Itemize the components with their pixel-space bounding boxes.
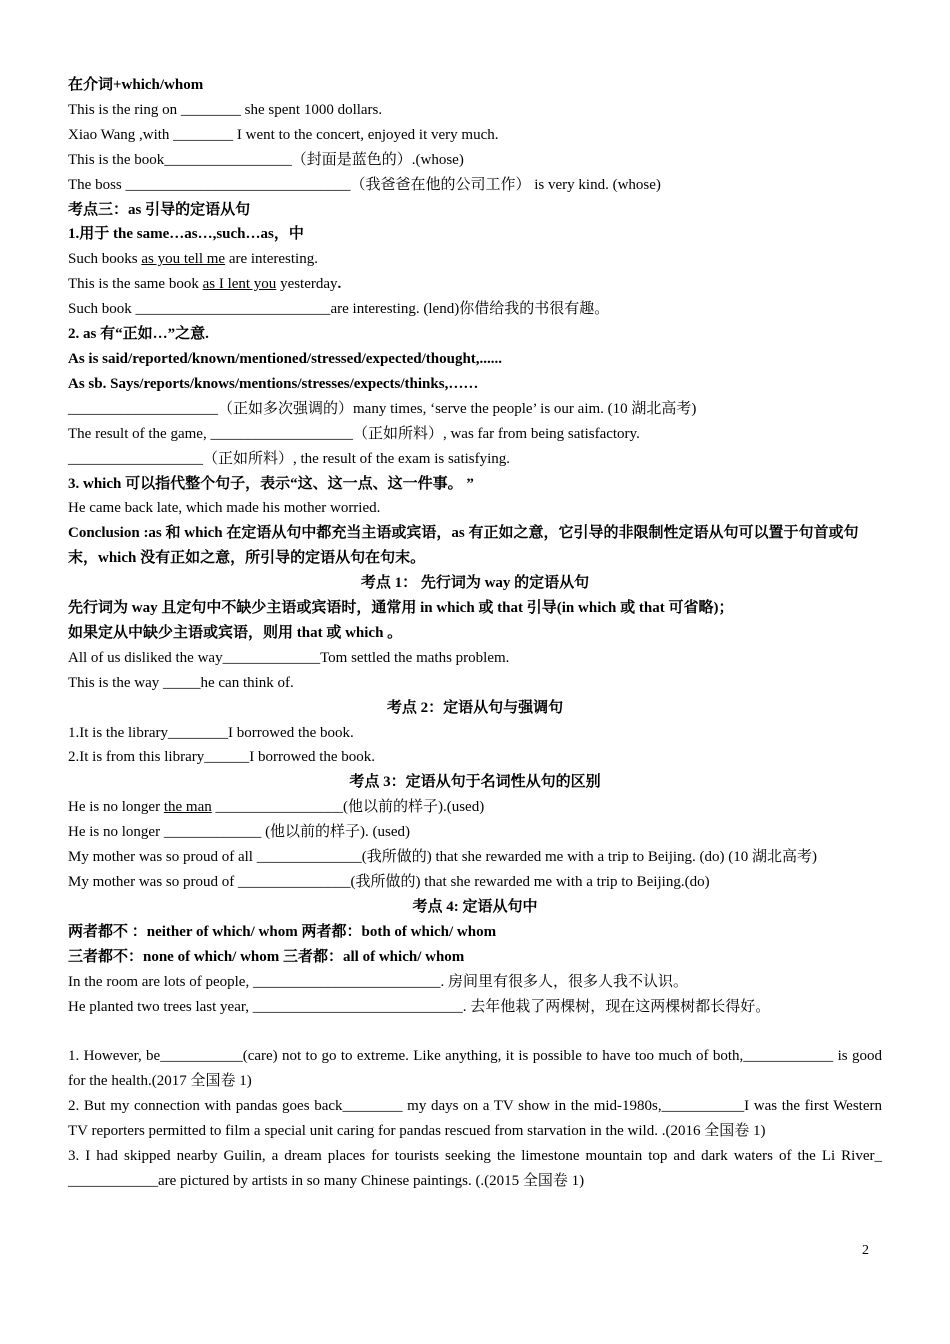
text-line: Such book __________________________are interesting. (lend)你借给我的书很有趣。: [68, 301, 610, 318]
page-number: 2: [862, 1243, 869, 1258]
text-line: 先行词为 way 且定句中不缺少主语或宾语时，通常用 in which 或 that 引导(in which 或 that 可省略)；: [68, 600, 734, 617]
text-line: 3. which 可以指代整个句子，表示“这、这一点、这一件事。 ”: [68, 475, 474, 492]
text-line: [68, 795, 882, 820]
text-fragment: are interesting.: [225, 251, 318, 268]
text-line: The result of the game, ___________________（正如所料）, was far from being satisfactory.: [68, 425, 640, 442]
text-line: Conclusion :as 和 which 在定语从句中都充当主语或宾语，as 有正如之意，它引导的非限制性定语从句可以置于句首或句末，which 没有正如之意，所引导的定语从句在句末。: [68, 525, 859, 567]
text-line: 1.用于 the same…as…,such…as，中: [68, 226, 304, 243]
text-fragment: .: [337, 276, 342, 293]
text-line: 2. But my connection with pandas goes back________ my days on a TV show in the mid-1980s,___________I was the first Western TV reporters permitted to film a special unit caring for pandas rescued from starvation in the wild. .(2016 全国卷 1): [68, 1098, 882, 1140]
text-line: __________________（正如所料）, the result of the exam is satisfying.: [68, 450, 511, 467]
underlined-phrase: as you tell me: [141, 251, 226, 268]
text-fragment: This is the same book: [68, 276, 203, 293]
document-body: [68, 73, 882, 1194]
text-line: He is no longer _____________ (他以前的样子). (used): [68, 824, 411, 841]
section-heading: 考点 1： 先行词为 way 的定语从句: [360, 575, 590, 592]
text-line: This is the book_________________（封面是蓝色的）.(whose): [68, 151, 464, 168]
underlined-phrase: the man: [163, 799, 212, 816]
text-line: ____________________（正如多次强调的）many times, ‘serve the people’ is our aim. (10 湖北高考): [68, 400, 697, 417]
text-line: In the room are lots of people, _________________________. 房间里有很多人，很多人我不认识。: [68, 973, 688, 990]
text-line: 2.It is from this library______I borrowed the book.: [68, 749, 376, 766]
text-line: As sb. Says/reports/knows/mentions/stresses/expects/thinks,……: [68, 375, 479, 392]
text-line: 在介词+which/whom: [68, 77, 204, 93]
text-line: The boss ______________________________（我爸爸在他的公司工作） is very kind. (whose): [68, 176, 661, 193]
section-heading: 考点 4: 定语从句中: [412, 898, 538, 915]
underlined-phrase: as I lent you: [202, 276, 277, 293]
text-line: 1.It is the library________I borrowed the book.: [68, 724, 354, 741]
text-line: This is the ring on ________ she spent 1000 dollars.: [68, 101, 383, 118]
text-line: He came back late, which made his mother worried.: [68, 500, 381, 517]
text-line: 3. I had skipped nearby Guilin, a dream places for tourists seeking the limestone mountain top and dark waters of the Li River_ ____________are pictured by artists in so many Chinese paintings. (.(2015 全国卷 1): [68, 1147, 882, 1189]
blank-line: [68, 1019, 882, 1044]
text-line: This is the way _____he can think of.: [68, 674, 294, 691]
text-line: [68, 272, 882, 297]
text-line: 如果定从中缺少主语或宾语，则用 that 或 which 。: [68, 624, 403, 641]
text-line: 两者都不 ：neither of which/ whom 两者都：both of which/ whom: [68, 923, 497, 940]
text-fragment: _________________(他以前的样子).(used): [211, 799, 485, 816]
text-line: As is said/reported/known/mentioned/stressed/expected/thought,......: [68, 350, 503, 367]
text-fragment: yesterday: [276, 276, 338, 293]
text-line: 2. as 有“正如…”之意.: [68, 326, 209, 343]
text-line: My mother was so proud of _______________(我所做的) that she rewarded me with a trip to Beijing.(do): [68, 874, 710, 890]
text-line: My mother was so proud of all ______________(我所做的) that she rewarded me with a trip to Beijing. (do) (10 湖北高考): [68, 849, 818, 866]
text-line: 1. However, be___________(care) not to go to extreme. Like anything, it is possible to have too much of both,____________ is good for the health.(2017 全国卷 1): [68, 1048, 882, 1090]
text-fragment: He is no longer: [68, 799, 164, 816]
text-line: 考点三：as 引导的定语从句: [68, 201, 251, 218]
section-heading: 考点 2：定语从句与强调句: [386, 699, 564, 716]
text-line: All of us disliked the way_____________Tom settled the maths problem.: [68, 649, 510, 666]
text-line: 三者都不：none of which/ whom 三者都：all of which/ whom: [68, 948, 465, 965]
text-line: Xiao Wang ,with ________ I went to the concert, enjoyed it very much.: [68, 126, 499, 143]
text-line: He planted two trees last year, ____________________________. 去年他栽了两棵树，现在这两棵树都长得好。: [68, 998, 771, 1015]
text-fragment: Such books: [68, 251, 142, 268]
text-line: [68, 247, 882, 272]
section-heading: 考点 3：定语从句于名词性从句的区别: [349, 774, 601, 791]
